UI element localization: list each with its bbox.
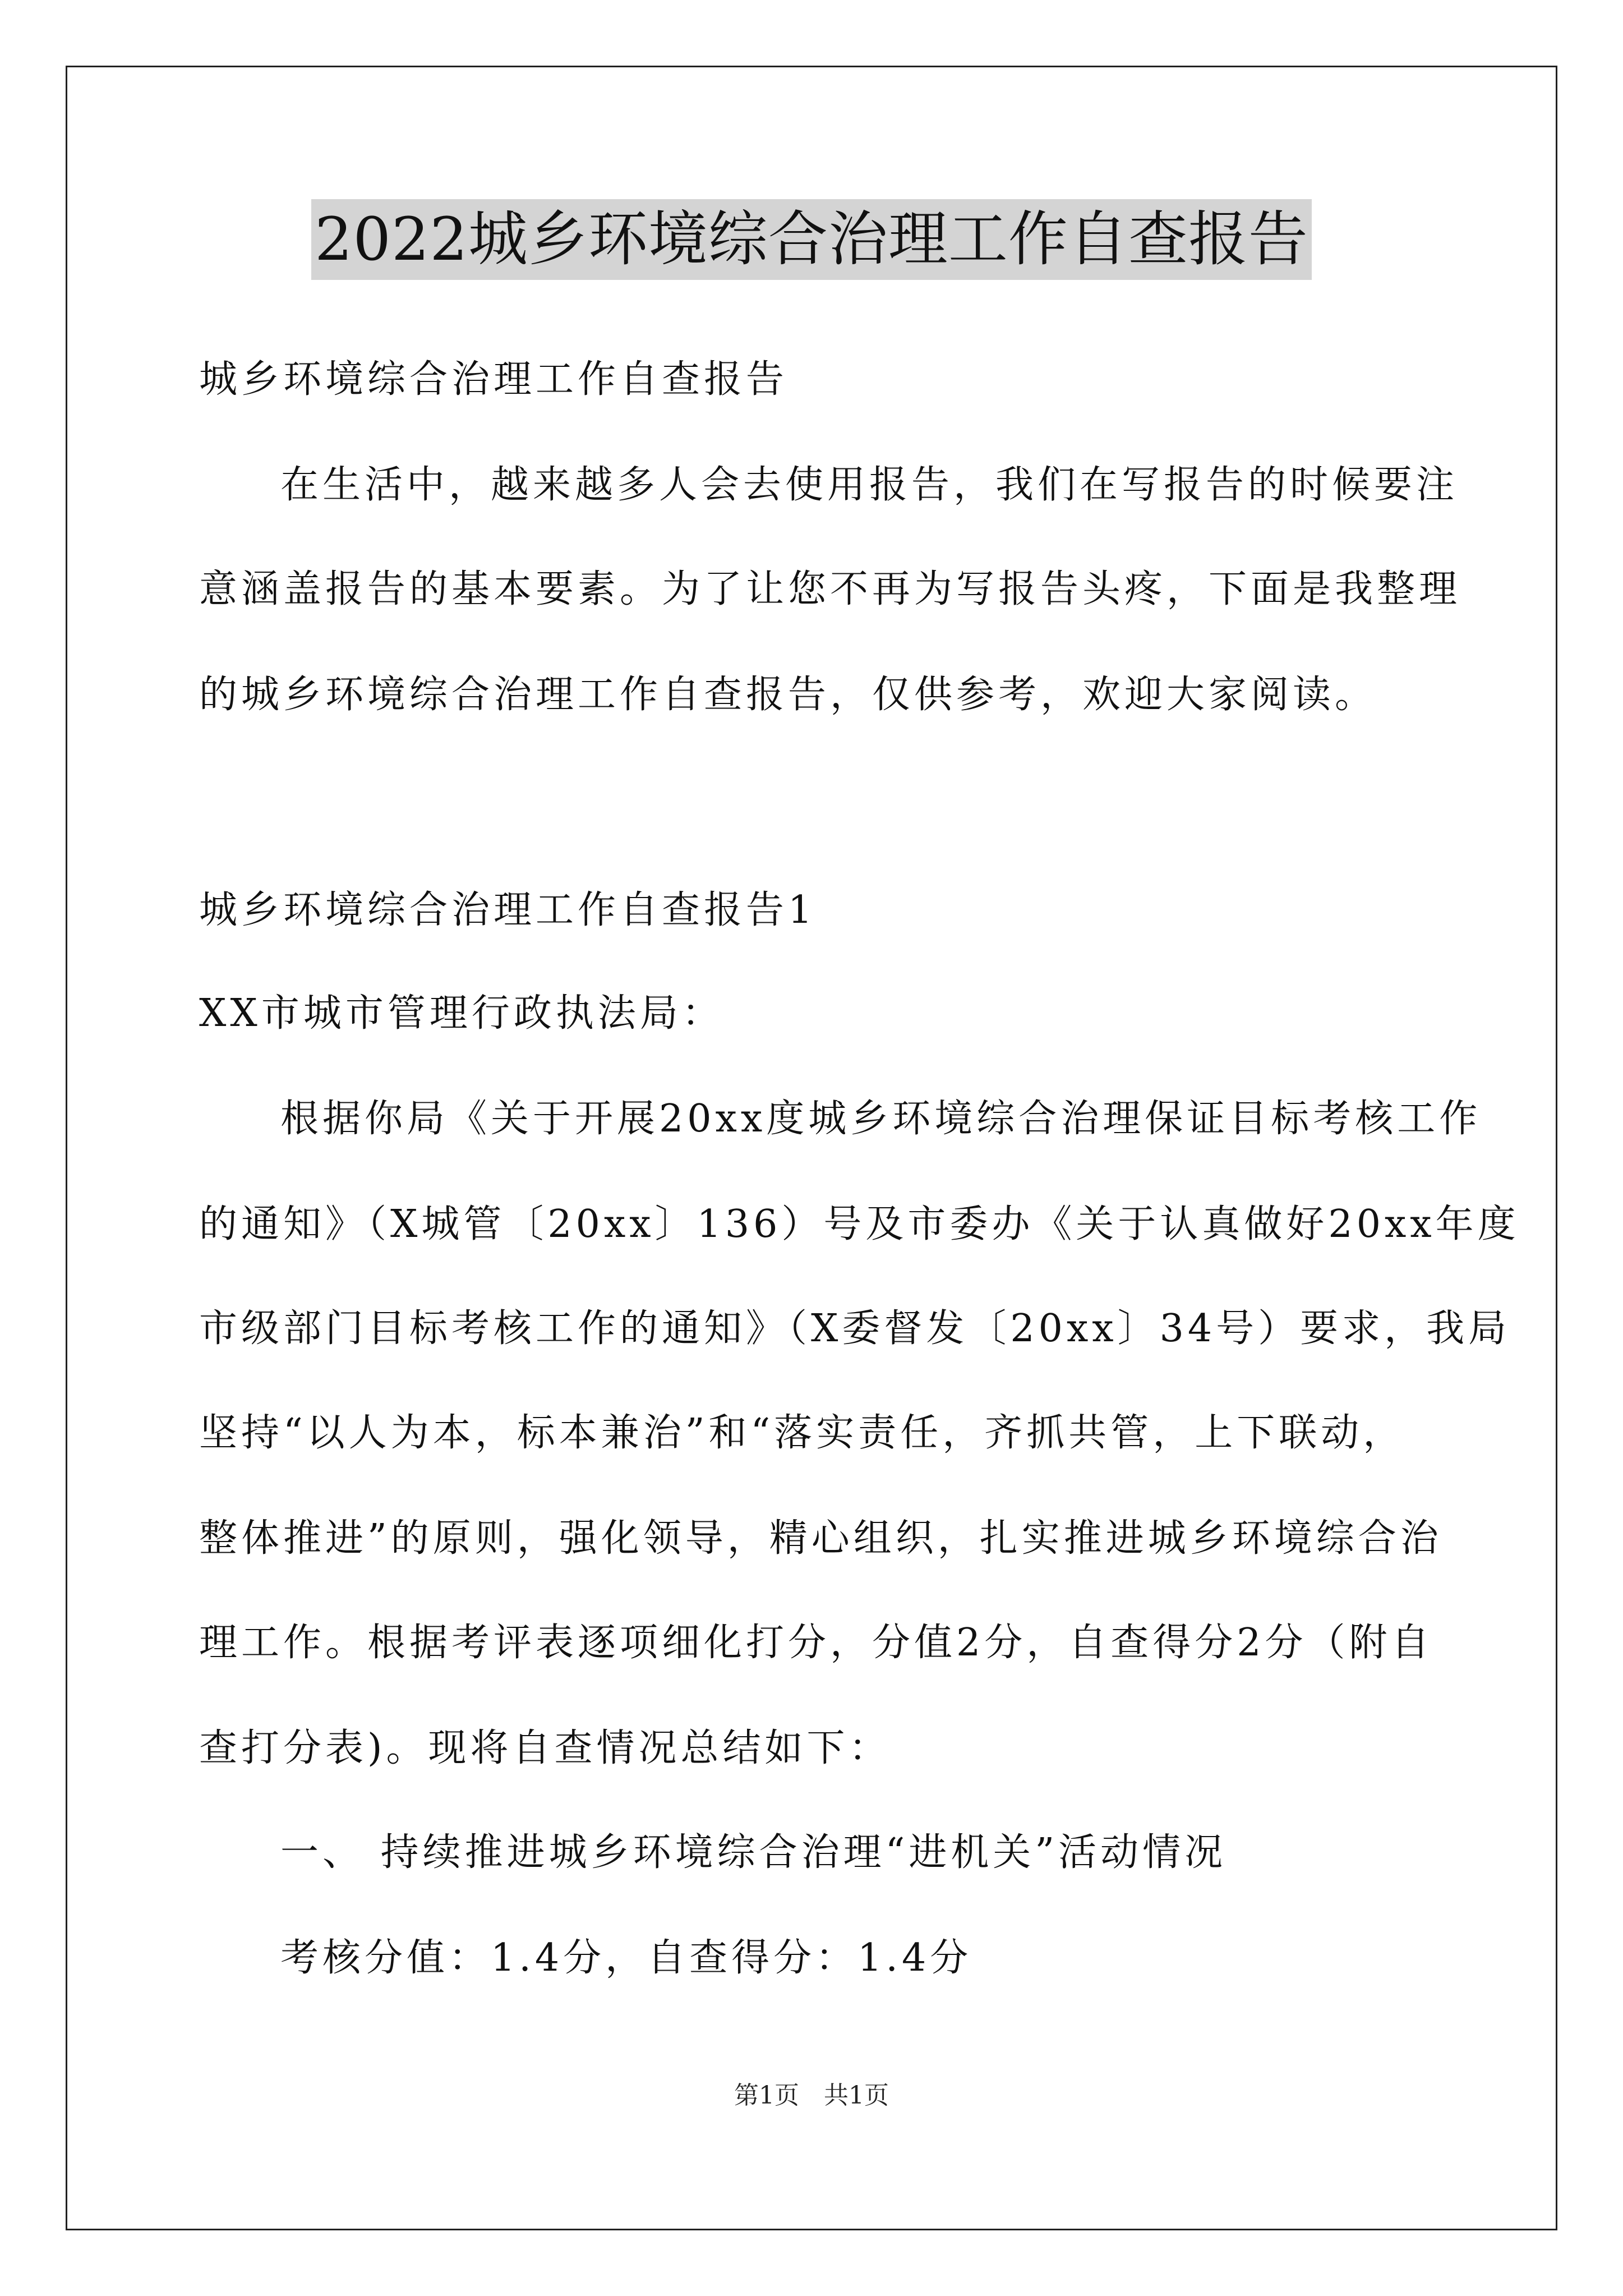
intro-line-1: 在生活中，越来越多人会去使用报告，我们在写报告的时候要注 xyxy=(280,463,1459,507)
title-container xyxy=(0,199,1623,280)
intro-line-2: 意涵盖报告的基本要素。为了让您不再为写报告头疼，下面是我整理 xyxy=(199,567,1461,611)
intro-line-3: 的城乡环境综合治理工作自查报告，仅供参考，欢迎大家阅读。 xyxy=(199,673,1377,717)
subsection-heading: 一、 持续推进城乡环境综合治理“进机关”活动情况 xyxy=(280,1830,1227,1875)
page-footer: 第1页 共1页 xyxy=(734,2081,889,2110)
body-line-5: 整体推进”的原则，强化领导，精心组织，扎实推进城乡环境综合治 xyxy=(199,1516,1442,1561)
subtitle-line: 城乡环境综合治理工作自查报告 xyxy=(199,357,789,402)
body-line-4: 坚持“以人为本，标本兼治”和“落实责任，齐抓共管，上下联动， xyxy=(199,1411,1405,1455)
body-line-2: 的通知》（X城管〔20xx〕136）号及市委办《关于认真做好20xx年度 xyxy=(199,1202,1520,1246)
score-line: 考核分值：1.4分，自查得分：1.4分 xyxy=(280,1936,972,1980)
section-heading-1: 城乡环境综合治理工作自查报告1 xyxy=(199,888,817,932)
body-line-1: 根据你局《关于开展20xx度城乡环境综合治理保证目标考核工作 xyxy=(280,1097,1482,1141)
document-title: 2022城乡环境综合治理工作自查报告 xyxy=(311,199,1312,280)
addressee-line: XX市城市管理行政执法局： xyxy=(199,991,724,1036)
body-line-3: 市级部门目标考核工作的通知》（X委督发〔20xx〕34号）要求，我局 xyxy=(199,1306,1511,1351)
body-line-6: 理工作。根据考评表逐项细化打分，分值2分，自查得分2分（附自 xyxy=(199,1621,1433,1665)
body-line-7: 查打分表)。现将自查情况总结如下： xyxy=(199,1726,891,1770)
